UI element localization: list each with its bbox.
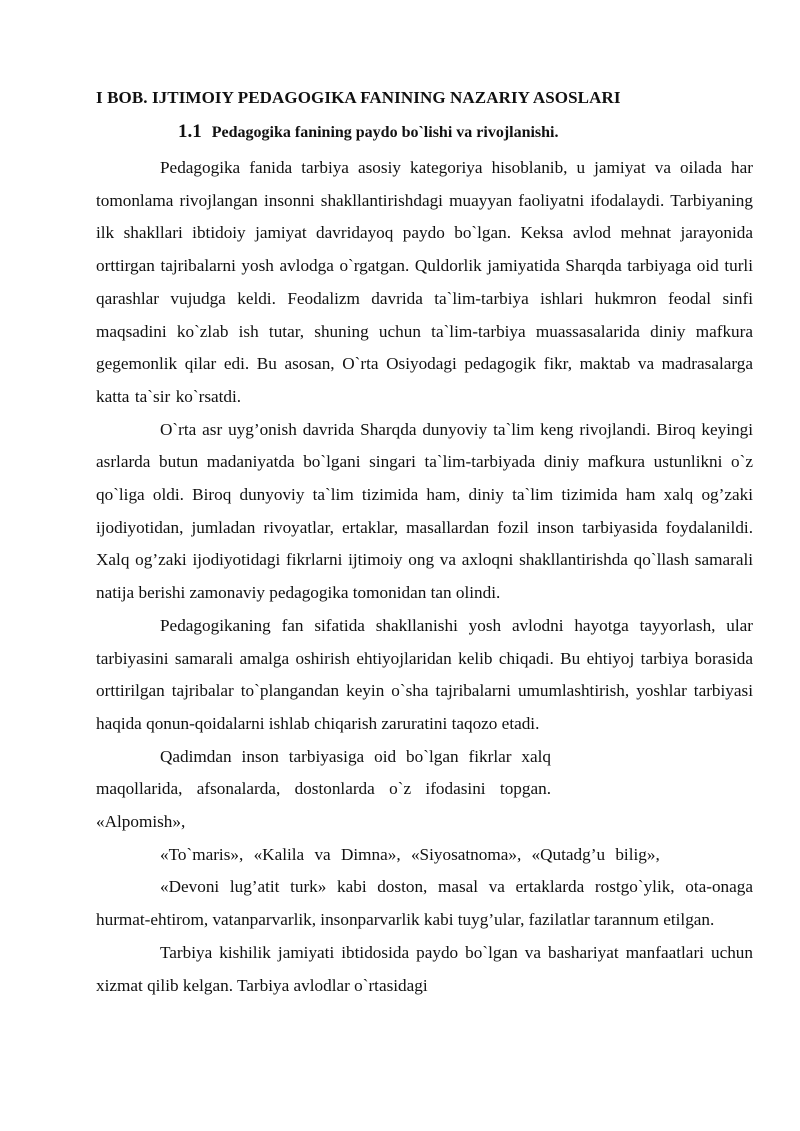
section-number: 1.1 xyxy=(178,121,202,142)
paragraph: «Devoni lug’atit turk» kabi doston, masal va ertaklarda rostgo`ylik, ota-onaga hurmat-ehtirom, vatanparvarlik, insonparvarlik kabi tuyg’ular, fazilatlar tarannum etilgan. xyxy=(96,877,753,930)
chapter-title: I BOB. IJTIMOIY PEDAGOGIKA FANINING NAZARIY ASOSLARI xyxy=(96,88,621,107)
section-title: Pedagogika fanining paydo bo`lishi va rivojlanishi. xyxy=(211,124,559,141)
body-text xyxy=(96,152,753,1002)
paragraph: Tarbiya kishilik jamiyati ibtidosida paydo bo`lgan va bashariyat manfaatlari uchun xizmat qilib kelgan. Tarbiya avlodlar o`rtasidagi xyxy=(96,942,753,995)
section-heading xyxy=(178,121,559,143)
paragraph: Qadimdan inson tarbiyasiga oid bo`lgan fikrlar xalq maqollarida, afsonalarda, dostonlarda o`z ifodasini topgan. «Alpomish», xyxy=(96,746,551,832)
paragraph: O`rta asr uyg’onish davrida Sharqda dunyoviy ta`lim keng rivojlandi. Biroq keyingi asrlarda butun madaniyatda bo`lgani singari ta`lim-tarbiyada diniy mafkura ustunlikni o`z qo`liga oldi. Biroq dunyoviy ta`lim tizimida ham, diniy ta`lim tizimida ham xalq og’zaki ijodiyotidan, jumladan rivoyatlar, ertaklar, masallardan fozil inson tarbiyasida foydalanildi. Xalq og’zaki ijodiyotidagi fikrlarni ijtimoiy ong va axloqni shakllantirishda qo`llash samarali natija berishi zamonaviy pedagogika tomonidan tan olindi. xyxy=(96,419,753,603)
paragraph: Pedagogikaning fan sifatida shakllanishi yosh avlodni hayotga tayyorlash, ular tarbiyasini samarali amalga oshirish ehtiyojlaridan kelib chiqadi. Bu ehtiyoj tarbiya borasida orttirilgan tajribalar to`plangandan keyin o`sha tajribalarni umumlashtirish, yoshlar tarbiyasi haqida qonun-qoidalarni ishlab chiqarish zaruratini taqozo etadi. xyxy=(96,615,753,733)
paragraph: «To`maris», «Kalila va Dimna», «Siyosatnoma», «Qutadg’u bilig», xyxy=(160,844,660,864)
paragraph: Pedagogika fanida tarbiya asosiy kategoriya hisoblanib, u jamiyat va oilada har tomonlama rivojlangan insonni shakllantirishdagi muayyan faoliyatni ifodalaydi. Tarbiyaning ilk shakllari ibtidoiy jamiyat davridayoq paydo bo`lgan. Keksa avlod mehnat jarayonida orttirgan tajribalarni yosh avlodga o`rgatgan. Quldorlik jamiyatida Sharqda tarbiyaga oid turli qarashlar vujudga keldi. Feodalizm davrida ta`lim-tarbiya ishlari hukmron feodal sinfi maqsadini ko`zlab ish tutar, shuning uchun ta`lim-tarbiya muassasalarida diniy mafkura gegemonlik qilar edi. Bu asosan, O`rta Osiyodagi pedagogik fikr, maktab va madrasalarga katta ta`sir ko`rsatdi. xyxy=(96,158,753,406)
